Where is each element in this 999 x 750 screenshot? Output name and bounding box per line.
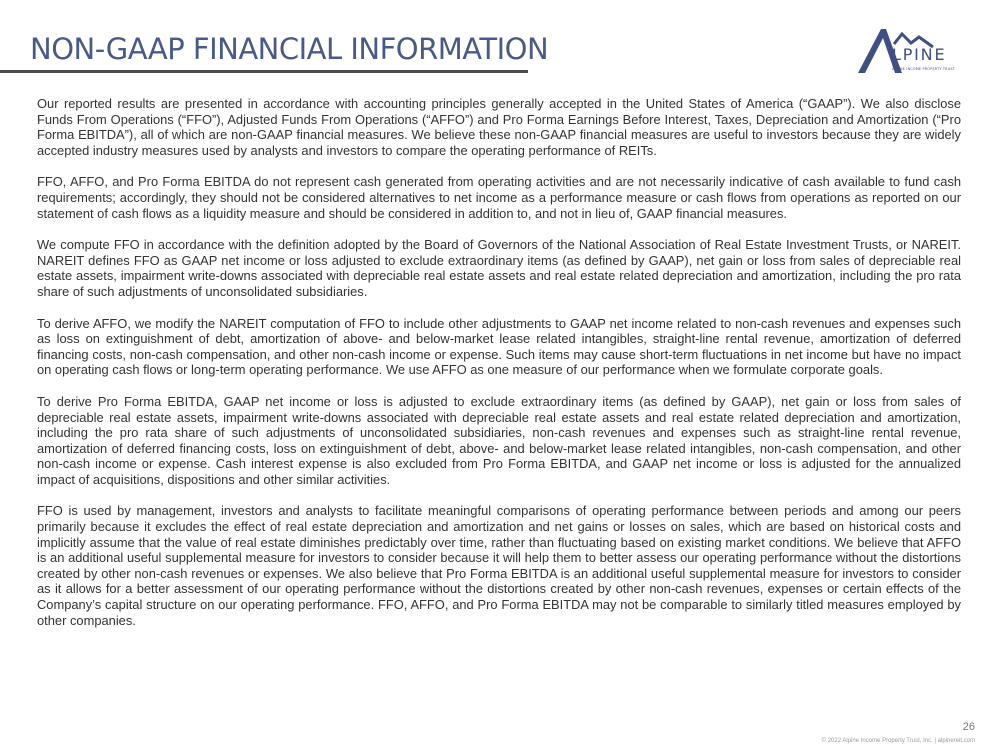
logo-wordmark: LPINE [892, 45, 947, 64]
paragraph-affo-definition: To derive AFFO, we modify the NAREIT computation of FFO to include other adjustments to GAAP net income related to non-cash revenues and expenses such as loss on extinguishment of debt, amortization of above- and below-market lease related intangibles, straight-line rental revenue, amortization of deferred financing costs, non-cash compensation, and other non-cash income or expense. Such items may cause short-term fluctuations in net income but have no impact on operating cash flows or long-term operating performance. We use AFFO as one measure of our performance when we formulate corporate goals. [37, 315, 961, 378]
title-divider [0, 70, 528, 73]
paragraph-ebitda-definition: To derive Pro Forma EBITDA, GAAP net income or loss is adjusted to exclude extraordinary items (as defined by GAAP), net gain or loss from sales of depreciable real estate assets, impairment write-downs associated with depreciable real estate assets and real estate related depreciation and amortization, including the pro rata share of such adjustments of unconsolidated subsidiaries, non-cash revenues and expenses such as straight-line rental revenue, amortization of deferred financing costs, loss on extinguishment of debt, above- and below-market lease related intangibles, non-cash compensation, and other non-cash income or expense. Cash interest expense is also excluded from Pro Forma EBITDA, and GAAP net income or loss is adjusted for the annualized impact of acquisitions, dispositions and other similar activities. [37, 393, 961, 487]
body-text [37, 96, 961, 644]
footer-copyright: © 2022 Alpine Income Property Trust, Inc. | alpinereit.com [821, 738, 975, 744]
alpine-logo [856, 26, 976, 76]
page-number: 26 [962, 721, 975, 733]
logo-tagline: ALPINE INCOME PROPERTY TRUST [892, 67, 956, 71]
paragraph-non-gaap-overview: Our reported results are presented in accordance with accounting principles generally accepted in the United States of America (“GAAP”). We also disclose Funds From Operations (“FFO”), Adjusted Funds From Operations (“AFFO”) and Pro Forma Earnings Before Interest, Taxes, Depreciation and Amortization (“Pro Forma EBITDA”), all of which are non-GAAP financial measures. We believe these non-GAAP financial measures are useful to investors because they are widely accepted industry measures used by analysts and investors to compare the operating performance of REITs. [37, 96, 961, 158]
paragraph-ffo-definition: We compute FFO in accordance with the definition adopted by the Board of Governors of the National Association of Real Estate Investment Trusts, or NAREIT. NAREIT defines FFO as GAAP net income or loss adjusted to exclude extraordinary items (as defined by GAAP), net gain or loss from sales of depreciable real estate assets, impairment write-downs associated with depreciable real estate assets and real estate related depreciation and amortization, including the pro rata share of such adjustments of unconsolidated subsidiaries. [37, 237, 961, 299]
paragraph-usefulness: FFO is used by management, investors and analysts to facilitate meaningful comparisons of operating performance between periods and among our peers primarily because it excludes the effect of real estate depreciation and amortization and net gains or losses on sales, which are based on historical costs and implicitly assume that the value of real estate diminishes predictably over time, rather than fluctuating based on existing market conditions. We believe that AFFO is an additional useful supplemental measure for investors to consider because it will help them to better assess our operating performance without the distortions created by other non-cash revenues or expenses. We also believe that Pro Forma EBITDA is an additional useful supplemental measure for investors to consider as it allows for a better assessment of our operating performance without the distortions created by other non-cash revenues, expenses or certain effects of the Company’s capital structure on our operating performance. FFO, AFFO, and Pro Forma EBITDA may not be comparable to similarly titled measures employed by other companies. [37, 503, 961, 628]
page-title: NON-GAAP FINANCIAL INFORMATION [30, 32, 549, 66]
paragraph-limitations: FFO, AFFO, and Pro Forma EBITDA do not represent cash generated from operating activities and are not necessarily indicative of cash available to fund cash requirements; accordingly, they should not be considered alternatives to net income as a performance measure or cash flows from operations as reported on our statement of cash flows as a liquidity measure and should be considered in addition to, and not in lieu of, GAAP financial measures. [37, 174, 961, 221]
